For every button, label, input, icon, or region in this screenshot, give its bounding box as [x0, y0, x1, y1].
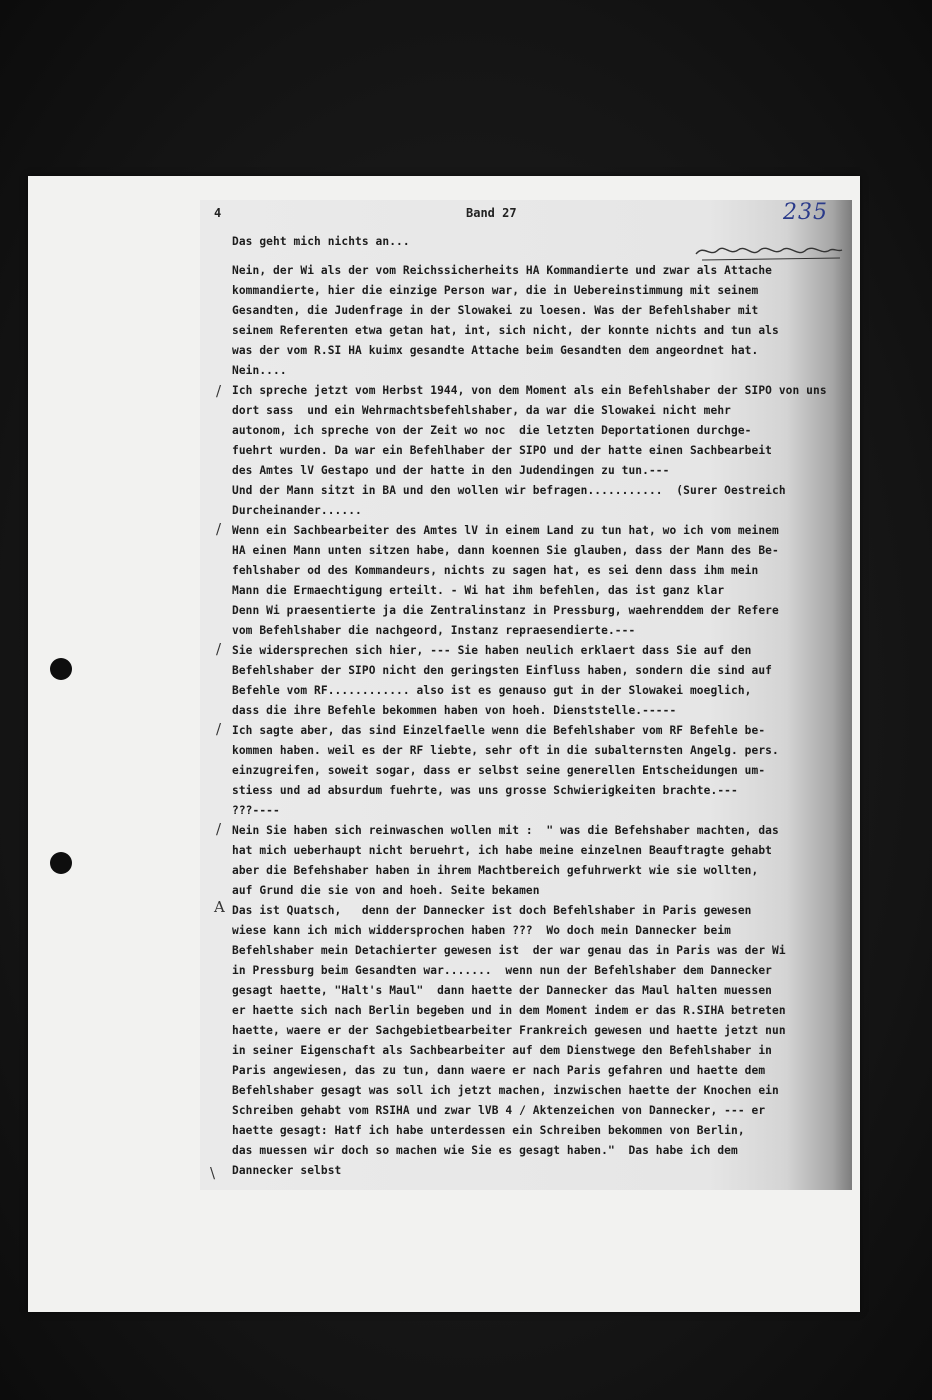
text-line: Ich sagte aber, das sind Einzelfaelle wenn die Befehlshaber vom RF Befehle be-: [232, 724, 766, 737]
text-line: Befehlshaber mein Detachierter gewesen ist der war genau das in Paris was der Wi: [232, 944, 786, 957]
text-line: das muessen wir doch so machen wie Sie es gesagt haben." Das habe ich dem: [232, 1144, 738, 1157]
text-line: Ich spreche jetzt vom Herbst 1944, von dem Moment als ein Befehlshaber der SIPO von uns: [232, 384, 827, 397]
text-line: Nein, der Wi als der vom Reichssicherheits HA Kommandierte und zwar als Attache: [232, 264, 772, 277]
text-line: vom Befehlshaber die nachgeord, Instanz repraesendierte.---: [232, 624, 636, 637]
text-line: Nein Sie haben sich reinwaschen wollen mit : " was die Befehshaber machten, das: [232, 824, 779, 837]
text-line: Durcheinander......: [232, 504, 362, 517]
text-line: Nein....: [232, 364, 287, 377]
handwritten-page-number: 235: [783, 200, 828, 225]
text-line: fehlshaber od des Kommandeurs, nichts zu sagen hat, es sei denn dass ihm mein: [232, 564, 759, 577]
text-line: in Pressburg beim Gesandten war....... wenn nun der Befehlshaber dem Dannecker: [232, 964, 772, 977]
text-line: HA einen Mann unten sitzen habe, dann koennen Sie glauben, dass der Mann des Be-: [232, 544, 779, 557]
text-line: er haette sich nach Berlin begeben und in dem Moment indem er das R.SIHA betreten: [232, 1004, 786, 1017]
margin-mark: A: [214, 898, 225, 916]
text-line: ???----: [232, 804, 280, 817]
volume-title: Band 27: [466, 206, 517, 220]
text-line: kommen haben. weil es der RF liebte, sehr oft in die subalternsten Angelg. pers.: [232, 744, 779, 757]
text-line: dort sass und ein Wehrmachtsbefehlshaber, da war die Slowakei nicht mehr: [232, 404, 731, 417]
text-line: haette gesagt: Hatf ich habe unterdessen ein Schreiben bekommen von Berlin,: [232, 1124, 745, 1137]
text-line: Das geht mich nichts an...: [232, 235, 410, 248]
text-line: Schreiben gehabt vom RSIHA und zwar lVB 4 / Aktenzeichen von Dannecker, --- er: [232, 1104, 766, 1117]
text-line: haette, waere er der Sachgebietbearbeiter Frankreich gewesen und haette jetzt nun: [232, 1024, 786, 1037]
text-line: autonom, ich spreche von der Zeit wo noc die letzten Deportationen durchge-: [232, 424, 752, 437]
text-line: Wenn ein Sachbearbeiter des Amtes lV in einem Land zu tun hat, wo ich vom meinem: [232, 524, 779, 537]
text-line: einzugreifen, soweit sogar, dass er selbst seine generellen Entscheidungen um-: [232, 764, 766, 777]
text-line: Mann die Ermaechtigung erteilt. - Wi hat ihm befehlen, das ist ganz klar: [232, 584, 725, 597]
text-line: Denn Wi praesentierte ja die Zentralinstanz in Pressburg, waehrenddem der Refere: [232, 604, 779, 617]
typewritten-text: [232, 235, 852, 1190]
text-line: gesagt haette, "Halt's Maul" dann haette der Dannecker das Maul halten muessen: [232, 984, 772, 997]
text-line: Gesandten, die Judenfrage in der Slowakei zu loesen. Was der Befehlshaber mit: [232, 304, 759, 317]
text-line: Sie widersprechen sich hier, --- Sie haben neulich erklaert dass Sie auf den: [232, 644, 752, 657]
margin-mark: /: [216, 520, 222, 538]
margin-mark: \: [210, 1164, 216, 1182]
text-line: dass die ihre Befehle bekommen haben von hoeh. Dienststelle.-----: [232, 704, 677, 717]
text-line: auf Grund die sie von and hoeh. Seite bekamen: [232, 884, 540, 897]
text-line: Befehlshaber der SIPO nicht den geringsten Einfluss haben, sondern die sind auf: [232, 664, 772, 677]
text-line: Das ist Quatsch, denn der Dannecker ist doch Befehlshaber in Paris gewesen: [232, 904, 752, 917]
margin-mark: /: [216, 640, 222, 658]
text-line: wiese kann ich mich widdersprochen haben ??? Wo doch mein Dannecker beim: [232, 924, 731, 937]
text-line: Und der Mann sitzt in BA und den wollen wir befragen........... (Surer Oestreich: [232, 484, 786, 497]
text-line: Befehle vom RF............ also ist es genauso gut in der Slowakei moeglich,: [232, 684, 752, 697]
text-line: Paris angewiesen, das zu tun, dann waere er nach Paris gefahren und haette dem: [232, 1064, 766, 1077]
page-number: 4: [214, 206, 222, 220]
text-line: seinem Referenten etwa getan hat, int, sich nicht, der konnte nichts and tun als: [232, 324, 779, 337]
punch-hole-bottom: [50, 852, 72, 874]
punch-hole-top: [50, 658, 72, 680]
margin-mark: /: [216, 720, 222, 738]
margin-mark: /: [216, 382, 222, 400]
text-line: was der vom R.SI HA kuimx gesandte Attache beim Gesandten dem angeordnet hat.: [232, 344, 759, 357]
text-line: Befehlshaber gesagt was soll ich jetzt machen, inzwischen haette der Knochen ein: [232, 1084, 779, 1097]
text-line: aber die Befehshaber haben in ihrem Machtbereich gefuhrwerkt wie sie wollten,: [232, 864, 759, 877]
text-line: hat mich ueberhaupt nicht beruehrt, ich habe meine einzelnen Beauftragte gehabt: [232, 844, 772, 857]
text-line: Dannecker selbst: [232, 1164, 342, 1177]
margin-mark: /: [216, 820, 222, 838]
text-line: stiess und ad absurdum fuehrte, was uns grosse Schwierigkeiten brachte.---: [232, 784, 738, 797]
text-line: des Amtes lV Gestapo und der hatte in den Judendingen zu tun.---: [232, 464, 670, 477]
text-line: in seiner Eigenschaft als Sachbearbeiter auf dem Dienstwege den Befehlshaber in: [232, 1044, 772, 1057]
text-line: fuehrt wurden. Da war ein Befehlhaber der SIPO und der hatte einen Sachbearbeit: [232, 444, 772, 457]
text-line: kommandierte, hier die einzige Person war, die in Uebereinstimmung mit seinem: [232, 284, 759, 297]
